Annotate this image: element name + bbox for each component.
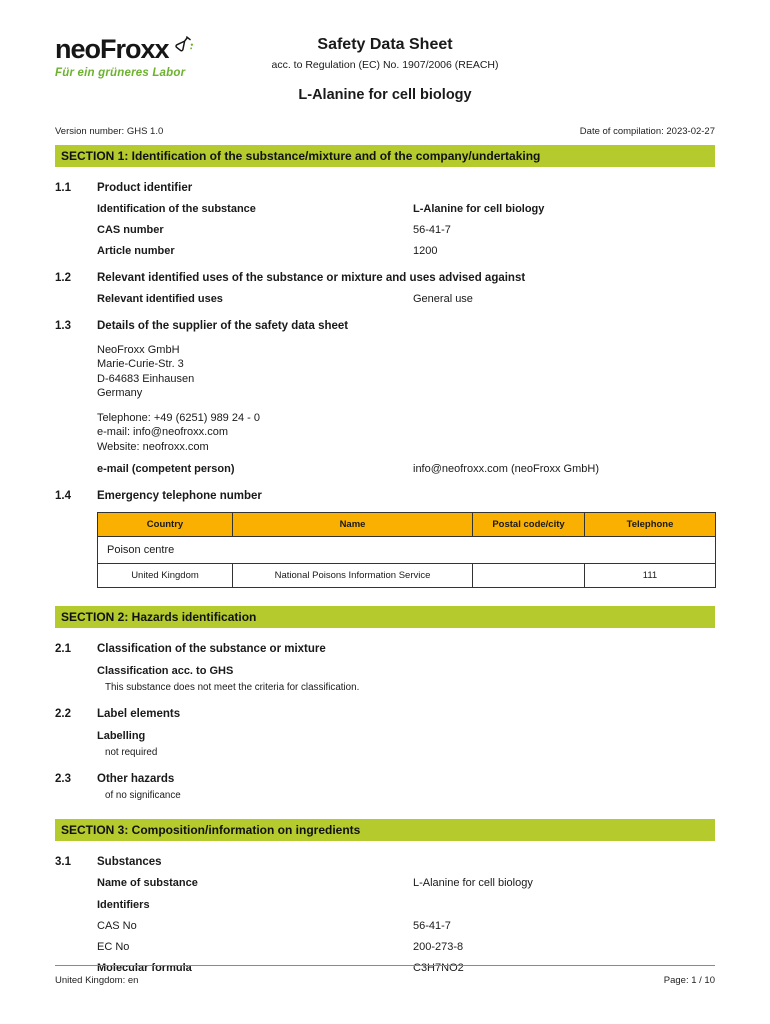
cell-name: National Poisons Information Service <box>233 564 473 588</box>
heading-text: Other hazards <box>97 773 175 786</box>
kv-label: e-mail (competent person) <box>97 463 235 476</box>
kv-value: General use <box>413 293 473 305</box>
kv-label: CAS number <box>97 224 164 236</box>
kv-label: Article number <box>97 245 175 257</box>
address-line: D-64683 Einhausen <box>97 372 195 385</box>
kv-label: Relevant identified uses <box>97 293 223 305</box>
kv-value: 200-273-8 <box>413 941 464 954</box>
column-header-name: Name <box>233 513 473 537</box>
identifiers-subheading: Identifiers <box>97 899 150 912</box>
address-line: NeoFroxx GmbH <box>97 344 180 356</box>
product-title: L-Alanine for cell biology <box>298 87 472 103</box>
kv-row <box>97 245 715 257</box>
heading-2-2 <box>55 708 715 720</box>
version-number: Version number: GHS 1.0 <box>55 126 164 137</box>
footer-language: United Kingdom: en <box>55 975 139 986</box>
brand-row <box>55 36 192 63</box>
heading-number: 3.1 <box>55 856 71 869</box>
kv-label: EC No <box>97 941 130 954</box>
kv-row <box>97 463 715 475</box>
kv-label: CAS No <box>97 920 137 933</box>
footer-page-number: Page: 1 / 10 <box>663 975 715 986</box>
brand-wordmark: neoFroxx <box>55 34 169 64</box>
kv-label: Identification of the substance <box>97 203 256 215</box>
heading-number: 2.2 <box>55 708 71 721</box>
heading-1-2 <box>55 272 715 284</box>
meta-row <box>55 126 715 137</box>
section-2-bar: SECTION 2: Hazards identification <box>55 606 715 628</box>
note-text: This substance does not meet the criteria for classification. <box>105 682 360 694</box>
supplier-contact <box>97 411 715 454</box>
address-line: Germany <box>97 386 143 399</box>
email-line: e-mail: info@neofroxx.com <box>97 426 228 439</box>
page-footer <box>55 965 715 986</box>
kv-value: 56-41-7 <box>413 920 451 933</box>
brand-tagline: Für ein grüneres Labor <box>55 67 186 79</box>
cell-telephone: 111 <box>585 564 716 588</box>
address-line: Marie-Curie-Str. 3 <box>97 358 184 371</box>
kv-row <box>97 293 715 305</box>
kv-value: info@neofroxx.com (neoFroxx GmbH) <box>413 463 600 476</box>
poison-centre-table <box>97 512 716 588</box>
kv-value: 1200 <box>413 245 438 257</box>
heading-3-1 <box>55 856 715 868</box>
heading-text: Product identifier <box>97 182 193 194</box>
section-1-bar: SECTION 1: Identification of the substance/mixture and of the company/undertaking <box>55 145 715 167</box>
heading-text: Emergency telephone number <box>97 490 262 503</box>
heading-number: 1.4 <box>55 490 71 503</box>
table-caption-row <box>98 537 716 564</box>
heading-text: Details of the supplier of the safety data sheet <box>97 320 349 332</box>
heading-number: 2.1 <box>55 643 71 656</box>
heading-number: 1.3 <box>55 320 71 332</box>
kv-value: L-Alanine for cell biology <box>413 877 533 890</box>
heading-number: 2.3 <box>55 773 71 786</box>
telephone-line: Telephone: +49 (6251) 989 24 - 0 <box>97 412 260 425</box>
document-title: Safety Data Sheet <box>317 36 453 53</box>
heading-text: Label elements <box>97 708 181 721</box>
kv-row <box>97 941 715 953</box>
supplier-address <box>97 343 715 400</box>
heading-text: Classification of the substance or mixture <box>97 643 326 656</box>
table-row <box>98 564 716 588</box>
neofroxx-logo <box>55 36 192 79</box>
heading-number: 1.2 <box>55 272 71 284</box>
kv-value: L-Alanine for cell biology <box>413 203 545 215</box>
heading-text: Relevant identified uses of the substance or mixture and uses advised against <box>97 272 526 284</box>
section-3-bar: SECTION 3: Composition/information on ingredients <box>55 819 715 841</box>
heading-number: 1.1 <box>55 182 71 194</box>
note-text: not required <box>105 747 158 759</box>
subheading: Classification acc. to GHS <box>97 665 234 678</box>
column-header-telephone: Telephone <box>585 513 716 537</box>
kv-row <box>97 224 715 236</box>
column-header-postal: Postal code/city <box>473 513 585 537</box>
document-subtitle: acc. to Regulation (EC) No. 1907/2006 (REACH) <box>271 59 499 71</box>
kv-row <box>97 920 715 932</box>
heading-2-3 <box>55 773 715 785</box>
cell-postal <box>473 564 585 588</box>
kv-row <box>97 877 715 889</box>
website-line: Website: neofroxx.com <box>97 440 209 453</box>
cell-country: United Kingdom <box>98 564 233 588</box>
heading-2-1 <box>55 643 715 655</box>
page-header <box>55 34 715 112</box>
compilation-date: Date of compilation: 2023-02-27 <box>579 126 715 137</box>
kv-row <box>97 203 715 215</box>
heading-1-3 <box>55 320 715 332</box>
table-caption: Poison centre <box>98 537 716 564</box>
kv-value: 56-41-7 <box>413 224 451 236</box>
heading-1-4 <box>55 490 715 502</box>
heading-text: Substances <box>97 856 162 869</box>
subheading: Labelling <box>97 730 146 743</box>
kv-value: C3H7NO2 <box>413 962 464 975</box>
note-text: of no significance <box>105 790 181 802</box>
table-header-row <box>98 513 716 537</box>
kv-label: Name of substance <box>97 877 198 890</box>
column-header-country: Country <box>98 513 233 537</box>
heading-1-1 <box>55 182 715 194</box>
kv-label: Molecular formula <box>97 962 192 975</box>
